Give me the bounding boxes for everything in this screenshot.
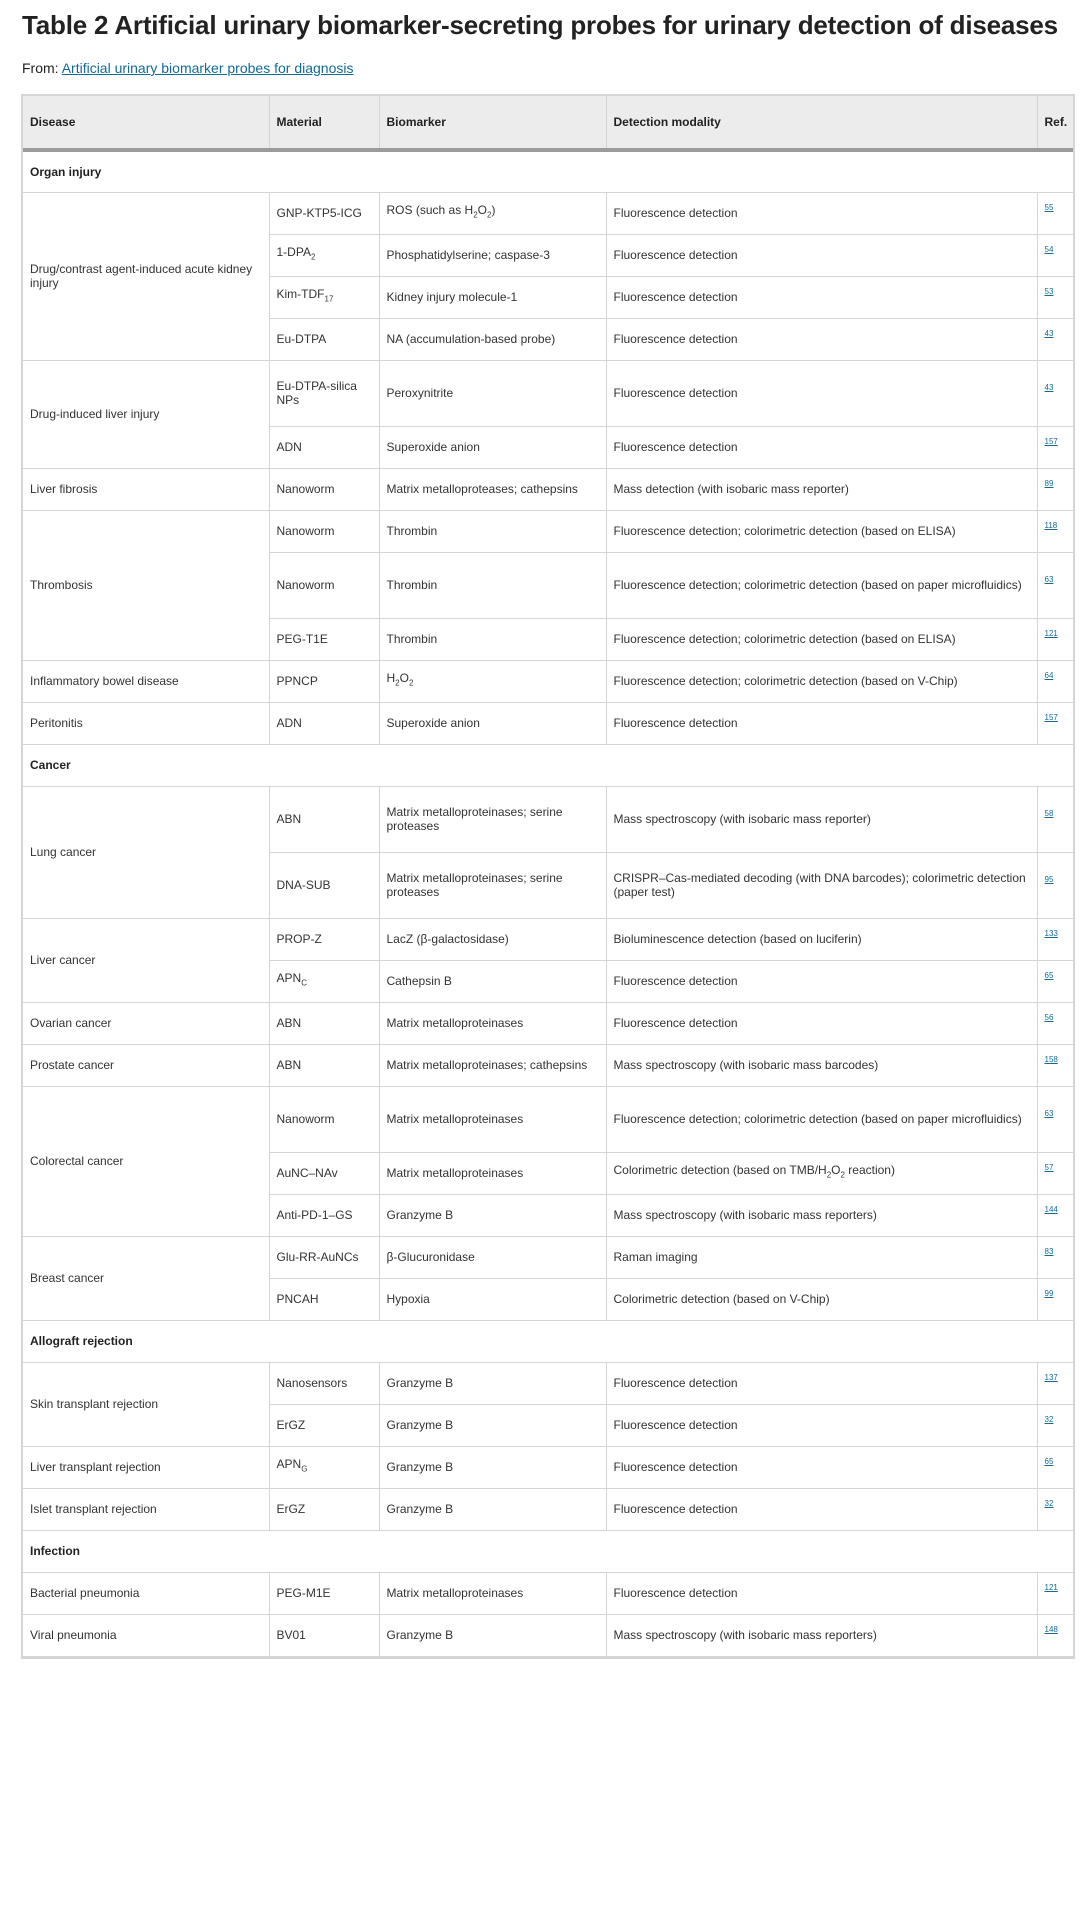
cell-ref bbox=[1037, 1002, 1073, 1044]
reference-link[interactable]: 32 bbox=[1044, 1499, 1054, 1508]
reference-link[interactable]: 63 bbox=[1044, 1109, 1054, 1118]
cell-modality: Mass spectroscopy (with isobaric mass barcodes) bbox=[606, 1044, 1037, 1086]
cell-disease: Islet transplant rejection bbox=[23, 1488, 269, 1530]
reference-link[interactable]: 58 bbox=[1044, 809, 1054, 818]
cell-modality: Fluorescence detection bbox=[606, 702, 1037, 744]
table-row bbox=[23, 468, 1073, 510]
section-row bbox=[23, 150, 1073, 192]
cell-ref bbox=[1037, 960, 1073, 1002]
cell-ref bbox=[1037, 360, 1073, 426]
cell-disease: Liver transplant rejection bbox=[23, 1446, 269, 1488]
cell-ref bbox=[1037, 234, 1073, 276]
column-header-ref: Ref. bbox=[1037, 96, 1073, 150]
cell-modality: Bioluminescence detection (based on luciferin) bbox=[606, 918, 1037, 960]
column-header-biomarker: Biomarker bbox=[379, 96, 606, 150]
reference-link[interactable]: 54 bbox=[1044, 245, 1054, 254]
cell-biomarker: Matrix metalloproteinases bbox=[379, 1152, 606, 1194]
cell-material: ErGZ bbox=[269, 1404, 379, 1446]
cell-ref bbox=[1037, 660, 1073, 702]
cell-material: BV01 bbox=[269, 1614, 379, 1656]
cell-modality: Fluorescence detection bbox=[606, 192, 1037, 234]
cell-biomarker: Thrombin bbox=[379, 618, 606, 660]
cell-ref bbox=[1037, 1362, 1073, 1404]
cell-biomarker: $H_2O_2$ bbox=[379, 660, 606, 702]
table-row bbox=[23, 702, 1073, 744]
reference-link[interactable]: 32 bbox=[1044, 1415, 1054, 1424]
table-row bbox=[23, 786, 1073, 852]
cell-modality: Fluorescence detection bbox=[606, 360, 1037, 426]
reference-link[interactable]: 99 bbox=[1044, 1289, 1054, 1298]
cell-modality: Fluorescence detection bbox=[606, 1404, 1037, 1446]
cell-disease: Drug-induced liver injury bbox=[23, 360, 269, 468]
table-row bbox=[23, 1086, 1073, 1152]
biomarker-table bbox=[21, 94, 1075, 1659]
cell-material: Nanoworm bbox=[269, 468, 379, 510]
cell-material: ErGZ bbox=[269, 1488, 379, 1530]
cell-modality: Mass spectroscopy (with isobaric mass reporters) bbox=[606, 1194, 1037, 1236]
cell-disease: Peritonitis bbox=[23, 702, 269, 744]
cell-biomarker: Matrix metalloproteinases bbox=[379, 1086, 606, 1152]
cell-ref bbox=[1037, 1236, 1073, 1278]
table-row bbox=[23, 1572, 1073, 1614]
cell-biomarker: Granzyme B bbox=[379, 1362, 606, 1404]
cell-ref bbox=[1037, 852, 1073, 918]
source-line bbox=[22, 58, 353, 78]
cell-modality: Fluorescence detection bbox=[606, 276, 1037, 318]
cell-material: Glu-RR-AuNCs bbox=[269, 1236, 379, 1278]
section-label: Cancer bbox=[23, 744, 1073, 786]
reference-link[interactable]: 133 bbox=[1044, 929, 1058, 938]
reference-link[interactable]: 118 bbox=[1044, 521, 1058, 530]
column-header-detection-modality: Detection modality bbox=[606, 96, 1037, 150]
cell-material: ABN bbox=[269, 1002, 379, 1044]
table-row bbox=[23, 1002, 1073, 1044]
cell-ref bbox=[1037, 1044, 1073, 1086]
cell-material: $APN_G$ bbox=[269, 1446, 379, 1488]
cell-disease: Prostate cancer bbox=[23, 1044, 269, 1086]
table-row bbox=[23, 1044, 1073, 1086]
reference-link[interactable]: 157 bbox=[1044, 437, 1058, 446]
cell-material: Eu-DTPA-silica NPs bbox=[269, 360, 379, 426]
cell-ref bbox=[1037, 510, 1073, 552]
cell-material: AuNC–NAv bbox=[269, 1152, 379, 1194]
cell-modality: Fluorescence detection bbox=[606, 426, 1037, 468]
reference-link[interactable]: 83 bbox=[1044, 1247, 1054, 1256]
cell-material: ABN bbox=[269, 786, 379, 852]
cell-disease: Thrombosis bbox=[23, 510, 269, 660]
cell-ref bbox=[1037, 1278, 1073, 1320]
cell-modality: Raman imaging bbox=[606, 1236, 1037, 1278]
cell-modality: Mass spectroscopy (with isobaric mass reporter) bbox=[606, 786, 1037, 852]
cell-disease: Breast cancer bbox=[23, 1236, 269, 1320]
table-row bbox=[23, 360, 1073, 426]
cell-biomarker: Matrix metalloproteinases bbox=[379, 1572, 606, 1614]
cell-biomarker: Superoxide anion bbox=[379, 702, 606, 744]
cell-ref bbox=[1037, 1404, 1073, 1446]
cell-material: ADN bbox=[269, 702, 379, 744]
reference-link[interactable]: 121 bbox=[1044, 629, 1058, 638]
cell-disease: Inflammatory bowel disease bbox=[23, 660, 269, 702]
cell-material: Nanoworm bbox=[269, 1086, 379, 1152]
reference-link[interactable]: 158 bbox=[1044, 1055, 1058, 1064]
cell-ref bbox=[1037, 1614, 1073, 1656]
cell-ref bbox=[1037, 276, 1073, 318]
cell-biomarker: Granzyme B bbox=[379, 1194, 606, 1236]
section-label: Organ injury bbox=[23, 150, 1073, 192]
cell-material: Nanoworm bbox=[269, 552, 379, 618]
section-row bbox=[23, 1320, 1073, 1362]
cell-biomarker: Matrix metalloproteases; cathepsins bbox=[379, 468, 606, 510]
reference-link[interactable]: 57 bbox=[1044, 1163, 1054, 1172]
cell-material: PROP-Z bbox=[269, 918, 379, 960]
cell-modality: Fluorescence detection bbox=[606, 1488, 1037, 1530]
table-body bbox=[23, 150, 1073, 1656]
cell-modality: Colorimetric detection (based on TMB/$H_2O_2$ reaction) bbox=[606, 1152, 1037, 1194]
cell-ref bbox=[1037, 1152, 1073, 1194]
cell-biomarker: LacZ (β-galactosidase) bbox=[379, 918, 606, 960]
cell-modality: Fluorescence detection; colorimetric detection (based on ELISA) bbox=[606, 510, 1037, 552]
cell-ref bbox=[1037, 702, 1073, 744]
cell-modality: Mass detection (with isobaric mass reporter) bbox=[606, 468, 1037, 510]
cell-modality: Fluorescence detection bbox=[606, 318, 1037, 360]
reference-link[interactable]: 53 bbox=[1044, 287, 1054, 296]
table-row bbox=[23, 1488, 1073, 1530]
cell-disease: Viral pneumonia bbox=[23, 1614, 269, 1656]
from-label: From: bbox=[22, 60, 59, 76]
cell-modality: Fluorescence detection; colorimetric detection (based on ELISA) bbox=[606, 618, 1037, 660]
reference-link[interactable]: 55 bbox=[1044, 203, 1054, 212]
cell-modality: Mass spectroscopy (with isobaric mass reporters) bbox=[606, 1614, 1037, 1656]
cell-material: ABN bbox=[269, 1044, 379, 1086]
cell-material: $1-DPA_2$ bbox=[269, 234, 379, 276]
cell-modality: Fluorescence detection bbox=[606, 1362, 1037, 1404]
section-row bbox=[23, 744, 1073, 786]
table-row bbox=[23, 1362, 1073, 1404]
reference-link[interactable]: 43 bbox=[1044, 329, 1054, 338]
cell-biomarker: Kidney injury molecule-1 bbox=[379, 276, 606, 318]
table-row bbox=[23, 510, 1073, 552]
reference-link[interactable]: 89 bbox=[1044, 479, 1054, 488]
table-row bbox=[23, 192, 1073, 234]
cell-biomarker: Matrix metalloproteinases; serine proteases bbox=[379, 852, 606, 918]
table-row bbox=[23, 918, 1073, 960]
cell-disease: Lung cancer bbox=[23, 786, 269, 918]
cell-modality: Fluorescence detection bbox=[606, 234, 1037, 276]
cell-biomarker: Phosphatidylserine; caspase-3 bbox=[379, 234, 606, 276]
cell-disease: Drug/contrast agent-induced acute kidney injury bbox=[23, 192, 269, 360]
cell-modality: Fluorescence detection bbox=[606, 1002, 1037, 1044]
cell-modality: Fluorescence detection; colorimetric detection (based on paper microfluidics) bbox=[606, 552, 1037, 618]
cell-material: ADN bbox=[269, 426, 379, 468]
cell-disease: Bacterial pneumonia bbox=[23, 1572, 269, 1614]
cell-ref bbox=[1037, 786, 1073, 852]
reference-link[interactable]: 121 bbox=[1044, 1583, 1058, 1592]
cell-ref bbox=[1037, 426, 1073, 468]
cell-biomarker: NA (accumulation-based probe) bbox=[379, 318, 606, 360]
cell-material: Kim-$TDF_{17}$ bbox=[269, 276, 379, 318]
cell-biomarker: Thrombin bbox=[379, 510, 606, 552]
cell-biomarker: Superoxide anion bbox=[379, 426, 606, 468]
cell-ref bbox=[1037, 1446, 1073, 1488]
cell-material: GNP-KTP5-ICG bbox=[269, 192, 379, 234]
cell-modality: Fluorescence detection; colorimetric detection (based on V-Chip) bbox=[606, 660, 1037, 702]
cell-biomarker: β-Glucuronidase bbox=[379, 1236, 606, 1278]
cell-biomarker: Cathepsin B bbox=[379, 960, 606, 1002]
cell-modality: Fluorescence detection bbox=[606, 1572, 1037, 1614]
cell-biomarker: ROS (such as $H_2O_2$) bbox=[379, 192, 606, 234]
cell-ref bbox=[1037, 1572, 1073, 1614]
cell-material: PPNCP bbox=[269, 660, 379, 702]
cell-material: Nanoworm bbox=[269, 510, 379, 552]
reference-link[interactable]: 65 bbox=[1044, 971, 1054, 980]
cell-biomarker: Peroxynitrite bbox=[379, 360, 606, 426]
cell-disease: Ovarian cancer bbox=[23, 1002, 269, 1044]
cell-modality: Fluorescence detection bbox=[606, 1446, 1037, 1488]
reference-link[interactable]: 144 bbox=[1044, 1205, 1058, 1214]
section-label: Infection bbox=[23, 1530, 1073, 1572]
table-row bbox=[23, 1236, 1073, 1278]
cell-biomarker: Matrix metalloproteinases bbox=[379, 1002, 606, 1044]
cell-biomarker: Granzyme B bbox=[379, 1488, 606, 1530]
cell-material: Eu-DTPA bbox=[269, 318, 379, 360]
cell-modality: Fluorescence detection bbox=[606, 960, 1037, 1002]
cell-biomarker: Granzyme B bbox=[379, 1614, 606, 1656]
cell-disease: Liver fibrosis bbox=[23, 468, 269, 510]
cell-modality: CRISPR–Cas-mediated decoding (with DNA barcodes); colorimetric detection (paper test) bbox=[606, 852, 1037, 918]
table-header-row bbox=[23, 96, 1073, 150]
table-row bbox=[23, 1446, 1073, 1488]
cell-biomarker: Granzyme B bbox=[379, 1404, 606, 1446]
cell-material: PEG-M1E bbox=[269, 1572, 379, 1614]
cell-modality: Fluorescence detection; colorimetric detection (based on paper microfluidics) bbox=[606, 1086, 1037, 1152]
cell-ref bbox=[1037, 1086, 1073, 1152]
source-article-link[interactable]: Artificial urinary biomarker probes for diagnosis bbox=[61, 60, 354, 76]
reference-link[interactable]: 137 bbox=[1044, 1373, 1058, 1382]
table-row bbox=[23, 660, 1073, 702]
cell-disease: Liver cancer bbox=[23, 918, 269, 1002]
cell-biomarker: Matrix metalloproteinases; serine proteases bbox=[379, 786, 606, 852]
section-label: Allograft rejection bbox=[23, 1320, 1073, 1362]
reference-link[interactable]: 95 bbox=[1044, 875, 1054, 884]
reference-link[interactable]: 157 bbox=[1044, 713, 1058, 722]
section-row bbox=[23, 1530, 1073, 1572]
cell-material: Nanosensors bbox=[269, 1362, 379, 1404]
reference-link[interactable]: 56 bbox=[1044, 1013, 1054, 1022]
cell-disease: Colorectal cancer bbox=[23, 1086, 269, 1236]
cell-material: PEG-T1E bbox=[269, 618, 379, 660]
cell-ref bbox=[1037, 468, 1073, 510]
cell-disease: Skin transplant rejection bbox=[23, 1362, 269, 1446]
cell-ref bbox=[1037, 618, 1073, 660]
cell-material: DNA-SUB bbox=[269, 852, 379, 918]
cell-biomarker: Thrombin bbox=[379, 552, 606, 618]
cell-ref bbox=[1037, 552, 1073, 618]
cell-material: $APN_C$ bbox=[269, 960, 379, 1002]
cell-ref bbox=[1037, 918, 1073, 960]
reference-link[interactable]: 43 bbox=[1044, 383, 1054, 392]
reference-link[interactable]: 64 bbox=[1044, 671, 1054, 680]
cell-material: Anti-PD-1–GS bbox=[269, 1194, 379, 1236]
table-row bbox=[23, 1614, 1073, 1656]
cell-modality: Colorimetric detection (based on V-Chip) bbox=[606, 1278, 1037, 1320]
reference-link[interactable]: 148 bbox=[1044, 1625, 1058, 1634]
page-title: Table 2 Artificial urinary biomarker-secreting probes for urinary detection of diseases bbox=[22, 10, 1058, 40]
reference-link[interactable]: 63 bbox=[1044, 575, 1054, 584]
cell-biomarker: Matrix metalloproteinases; cathepsins bbox=[379, 1044, 606, 1086]
column-header-disease: Disease bbox=[23, 96, 269, 150]
cell-ref bbox=[1037, 1488, 1073, 1530]
cell-ref bbox=[1037, 192, 1073, 234]
column-header-material: Material bbox=[269, 96, 379, 150]
reference-link[interactable]: 65 bbox=[1044, 1457, 1054, 1466]
cell-biomarker: Hypoxia bbox=[379, 1278, 606, 1320]
cell-biomarker: Granzyme B bbox=[379, 1446, 606, 1488]
cell-ref bbox=[1037, 318, 1073, 360]
cell-ref bbox=[1037, 1194, 1073, 1236]
cell-material: PNCAH bbox=[269, 1278, 379, 1320]
